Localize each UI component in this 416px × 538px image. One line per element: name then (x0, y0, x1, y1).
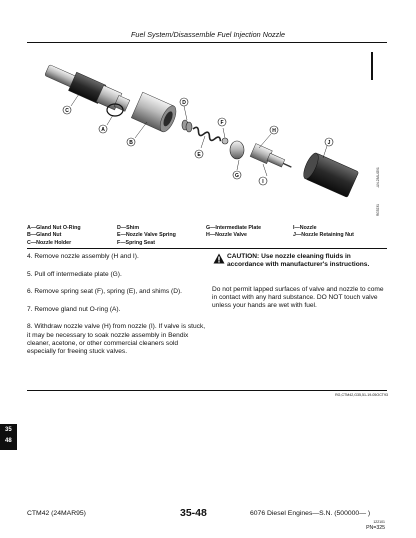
callout-i: I (262, 178, 264, 185)
nozzle-part (250, 144, 294, 174)
callout-j: J (327, 139, 331, 146)
legend-item: G—Intermediate Plate (206, 225, 262, 231)
footer-page-number: 35-48 (180, 507, 207, 519)
nozzle-holder-part (43, 61, 132, 115)
procedure-steps (27, 253, 207, 366)
callout-c: C (65, 107, 69, 114)
callout-b: B (129, 139, 133, 146)
legend-item: D—Shim (117, 225, 140, 231)
section-tab (0, 424, 17, 450)
caution-heading: CAUTION: Use nozzle cleaning fluids in accordance with manufacturer's instructions. (227, 253, 370, 269)
legend-item: F—Spring Seat (117, 239, 155, 246)
step-6: 6. Remove spring seat (F), spring (E), and shims (D). (27, 288, 182, 296)
legend-item: A—Gland Nut O-Ring (27, 225, 81, 231)
legend-item: J—Nozzle Retaining Nut (293, 232, 354, 239)
legend-item: B—Gland Nut (27, 232, 62, 239)
spring-part (192, 126, 222, 144)
legend-item: I—Nozzle (293, 225, 317, 231)
warning-triangle-icon (213, 253, 225, 264)
callout-a: A (101, 126, 105, 133)
step-4: 4. Remove nozzle assembly (H and I). (27, 253, 139, 260)
reference-code: RG,CTM42,G35,51-19-05OCT93 (335, 393, 388, 397)
callout-d: D (182, 99, 186, 106)
footer-pn: PN=325 (366, 525, 385, 531)
legend-rule (27, 248, 387, 249)
callout-e: E (197, 151, 201, 158)
exploded-nozzle-illustration (27, 50, 387, 220)
step-5: 5. Pull off intermediate plate (G). (27, 270, 122, 278)
step-7: 7. Remove gland nut O-ring (A). (27, 305, 121, 313)
footer-manual-id: CTM42 (24MAR95) (27, 510, 86, 517)
illustration-side-code (376, 167, 380, 216)
caution-heading-row (212, 253, 388, 277)
step-8: 8. Withdraw nozzle valve (H) from nozzle (I). If valve is stuck, it may be necessary to soak nozzle assembly in Bendix cleaner, acetone, or other commercial cleaners sold especially for freeing stuck valves. (27, 323, 206, 355)
legend-item: C—Nozzle Holder (27, 239, 72, 246)
caution-block (212, 253, 388, 311)
legend-item: E—Nozzle Valve Spring (117, 232, 176, 239)
gland-nut-part (131, 92, 179, 134)
footer-engine-model: 6076 Diesel Engines—S.N. (500000— ) (250, 510, 371, 517)
page-header-title: Fuel System/Disassemble Fuel Injection Nozzle (130, 30, 286, 39)
callout-g: G (235, 172, 239, 179)
callout-labels (63, 98, 333, 185)
callout-f: F (220, 119, 224, 126)
legend-item: H—Nozzle Valve (206, 232, 247, 239)
callout-h: H (272, 127, 276, 134)
reference-rule (27, 390, 387, 391)
header-rule (27, 42, 387, 43)
section-tab-top: 35 (5, 427, 12, 433)
caution-body: Do not permit lapped surfaces of valve and nozzle to come in contact with any hard substance. DO NOT touch valve unless your hands are wet with fuel. (212, 286, 384, 310)
svg-text:RG5231: RG5231 (376, 204, 380, 216)
section-tab-bottom: 48 (5, 438, 12, 444)
svg-text:-UN-23AUG91: -UN-23AUG91 (376, 167, 380, 188)
footer-date-code: 122101 (373, 520, 385, 524)
retaining-nut-part (301, 151, 359, 197)
